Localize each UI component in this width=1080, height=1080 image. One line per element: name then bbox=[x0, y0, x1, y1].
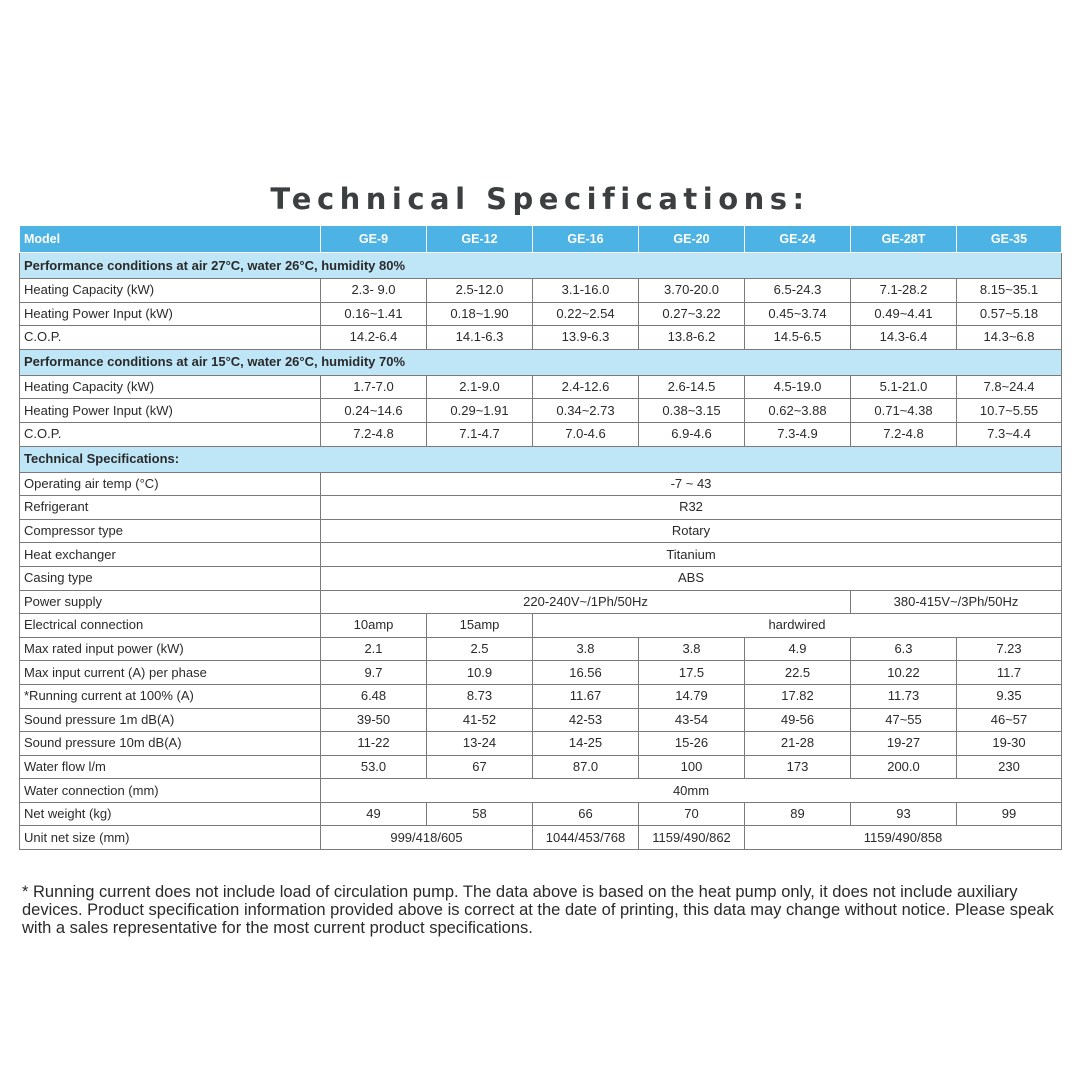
cell-value: hardwired bbox=[533, 614, 1062, 638]
cell-value: 49 bbox=[321, 802, 427, 826]
cell-value: 5.1-21.0 bbox=[851, 375, 957, 399]
cell-value: 7.0-4.6 bbox=[533, 422, 639, 446]
row-label: Compressor type bbox=[20, 519, 321, 543]
cell-value: 11-22 bbox=[321, 732, 427, 756]
cell-value: 87.0 bbox=[533, 755, 639, 779]
table-header-row bbox=[20, 226, 1062, 253]
cell-value: 40mm bbox=[321, 779, 1062, 803]
cell-value: 7.8~24.4 bbox=[957, 375, 1062, 399]
table-row bbox=[20, 399, 1062, 423]
cell-value: Titanium bbox=[321, 543, 1062, 567]
cell-value: 2.5-12.0 bbox=[427, 279, 533, 303]
cell-value: 0.38~3.15 bbox=[639, 399, 745, 423]
cell-value: 8.73 bbox=[427, 684, 533, 708]
cell-value: 15amp bbox=[427, 614, 533, 638]
cell-value: 99 bbox=[957, 802, 1062, 826]
model-header-ge16: GE-16 bbox=[533, 226, 639, 253]
cell-value: 0.16~1.41 bbox=[321, 302, 427, 326]
table-row bbox=[20, 590, 1062, 614]
model-header: Model bbox=[20, 226, 321, 253]
cell-value: 0.29~1.91 bbox=[427, 399, 533, 423]
row-label: Heat exchanger bbox=[20, 543, 321, 567]
cell-value: 9.7 bbox=[321, 661, 427, 685]
cell-value: 0.45~3.74 bbox=[745, 302, 851, 326]
cell-value: 11.73 bbox=[851, 684, 957, 708]
cell-value: 0.18~1.90 bbox=[427, 302, 533, 326]
cell-value: 14.5-6.5 bbox=[745, 326, 851, 350]
table-row bbox=[20, 326, 1062, 350]
table-row bbox=[20, 732, 1062, 756]
row-label: Net weight (kg) bbox=[20, 802, 321, 826]
row-label: Casing type bbox=[20, 566, 321, 590]
cell-value: 53.0 bbox=[321, 755, 427, 779]
cell-value: 230 bbox=[957, 755, 1062, 779]
cell-value: 7.23 bbox=[957, 637, 1062, 661]
cell-value: 6.48 bbox=[321, 684, 427, 708]
cell-value: 10.7~5.55 bbox=[957, 399, 1062, 423]
table-row bbox=[20, 375, 1062, 399]
cell-value: 8.15~35.1 bbox=[957, 279, 1062, 303]
table-row bbox=[20, 661, 1062, 685]
table-row bbox=[20, 543, 1062, 567]
cell-value: 13.9-6.3 bbox=[533, 326, 639, 350]
cell-value: 4.5-19.0 bbox=[745, 375, 851, 399]
cell-value: 70 bbox=[639, 802, 745, 826]
cell-value: 14.2-6.4 bbox=[321, 326, 427, 350]
table-row bbox=[20, 708, 1062, 732]
cell-value: 10amp bbox=[321, 614, 427, 638]
cell-value: 93 bbox=[851, 802, 957, 826]
model-header-ge35: GE-35 bbox=[957, 226, 1062, 253]
cell-value: 41-52 bbox=[427, 708, 533, 732]
row-label: Electrical connection bbox=[20, 614, 321, 638]
table-row bbox=[20, 802, 1062, 826]
cell-value: 2.6-14.5 bbox=[639, 375, 745, 399]
cell-value: 7.2-4.8 bbox=[851, 422, 957, 446]
table-row bbox=[20, 779, 1062, 803]
cell-value: 6.5-24.3 bbox=[745, 279, 851, 303]
cell-value: 0.27~3.22 bbox=[639, 302, 745, 326]
cell-value: 67 bbox=[427, 755, 533, 779]
table-row bbox=[20, 279, 1062, 303]
cell-value: 3.1-16.0 bbox=[533, 279, 639, 303]
cell-value: 4.9 bbox=[745, 637, 851, 661]
cell-value: 0.57~5.18 bbox=[957, 302, 1062, 326]
cell-value: 15-26 bbox=[639, 732, 745, 756]
row-label: Water connection (mm) bbox=[20, 779, 321, 803]
section-row bbox=[20, 446, 1062, 472]
cell-value: 0.22~2.54 bbox=[533, 302, 639, 326]
cell-value: 11.67 bbox=[533, 684, 639, 708]
cell-value: 2.1-9.0 bbox=[427, 375, 533, 399]
table-row bbox=[20, 566, 1062, 590]
row-label: Sound pressure 1m dB(A) bbox=[20, 708, 321, 732]
section-title-tech: Technical Specifications: bbox=[20, 446, 1062, 472]
section-row bbox=[20, 253, 1062, 279]
cell-value: 2.1 bbox=[321, 637, 427, 661]
cell-value: 19-27 bbox=[851, 732, 957, 756]
cell-value: -7 ~ 43 bbox=[321, 472, 1062, 496]
table-row bbox=[20, 684, 1062, 708]
row-label: Water flow l/m bbox=[20, 755, 321, 779]
table-row bbox=[20, 637, 1062, 661]
cell-value: 220-240V~/1Ph/50Hz bbox=[321, 590, 851, 614]
cell-value: 9.35 bbox=[957, 684, 1062, 708]
cell-value: 58 bbox=[427, 802, 533, 826]
cell-value: 100 bbox=[639, 755, 745, 779]
cell-value: 16.56 bbox=[533, 661, 639, 685]
cell-value: 47~55 bbox=[851, 708, 957, 732]
row-label: C.O.P. bbox=[20, 326, 321, 350]
cell-value: 11.7 bbox=[957, 661, 1062, 685]
cell-value: 0.34~2.73 bbox=[533, 399, 639, 423]
row-label: C.O.P. bbox=[20, 422, 321, 446]
cell-value: 66 bbox=[533, 802, 639, 826]
cell-value: 6.9-4.6 bbox=[639, 422, 745, 446]
cell-value: 1159/490/858 bbox=[745, 826, 1062, 850]
cell-value: 46~57 bbox=[957, 708, 1062, 732]
cell-value: 2.4-12.6 bbox=[533, 375, 639, 399]
row-label: Operating air temp (°C) bbox=[20, 472, 321, 496]
cell-value: 7.3~4.4 bbox=[957, 422, 1062, 446]
row-label: Heating Capacity (kW) bbox=[20, 279, 321, 303]
cell-value: 13.8-6.2 bbox=[639, 326, 745, 350]
cell-value: 43-54 bbox=[639, 708, 745, 732]
cell-value: 13-24 bbox=[427, 732, 533, 756]
cell-value: 6.3 bbox=[851, 637, 957, 661]
cell-value: 19-30 bbox=[957, 732, 1062, 756]
cell-value: 380-415V~/3Ph/50Hz bbox=[851, 590, 1062, 614]
cell-value: 3.70-20.0 bbox=[639, 279, 745, 303]
cell-value: 14-25 bbox=[533, 732, 639, 756]
cell-value: 17.82 bbox=[745, 684, 851, 708]
cell-value: 173 bbox=[745, 755, 851, 779]
row-label: Power supply bbox=[20, 590, 321, 614]
row-label: *Running current at 100% (A) bbox=[20, 684, 321, 708]
row-label: Max input current (A) per phase bbox=[20, 661, 321, 685]
cell-value: 0.24~14.6 bbox=[321, 399, 427, 423]
row-label: Sound pressure 10m dB(A) bbox=[20, 732, 321, 756]
cell-value: 49-56 bbox=[745, 708, 851, 732]
cell-value: 7.3-4.9 bbox=[745, 422, 851, 446]
table-row bbox=[20, 519, 1062, 543]
cell-value: 0.49~4.41 bbox=[851, 302, 957, 326]
cell-value: 42-53 bbox=[533, 708, 639, 732]
cell-value: 7.1-28.2 bbox=[851, 279, 957, 303]
cell-value: 2.5 bbox=[427, 637, 533, 661]
row-label: Max rated input power (kW) bbox=[20, 637, 321, 661]
cell-value: 7.1-4.7 bbox=[427, 422, 533, 446]
model-header-ge9: GE-9 bbox=[321, 226, 427, 253]
cell-value: 7.2-4.8 bbox=[321, 422, 427, 446]
section-title-27c: Performance conditions at air 27°C, water 26°C, humidity 80% bbox=[20, 253, 1062, 279]
cell-value: 1044/453/768 bbox=[533, 826, 639, 850]
cell-value: Rotary bbox=[321, 519, 1062, 543]
footnote: * Running current does not include load of circulation pump. The data above is based on the heat pump only, it does not include auxiliary devices. Product specification information provided above is correct at the date of printing, this data may change without notice. Please speak with a sales representative for the most current product specifications. bbox=[22, 883, 1054, 937]
cell-value: 3.8 bbox=[533, 637, 639, 661]
cell-value: 39-50 bbox=[321, 708, 427, 732]
cell-value: 2.3- 9.0 bbox=[321, 279, 427, 303]
cell-value: ABS bbox=[321, 566, 1062, 590]
cell-value: 0.62~3.88 bbox=[745, 399, 851, 423]
table-row bbox=[20, 496, 1062, 520]
table-row bbox=[20, 826, 1062, 850]
cell-value: 17.5 bbox=[639, 661, 745, 685]
cell-value: 0.71~4.38 bbox=[851, 399, 957, 423]
cell-value: 21-28 bbox=[745, 732, 851, 756]
model-header-ge20: GE-20 bbox=[639, 226, 745, 253]
row-label: Unit net size (mm) bbox=[20, 826, 321, 850]
cell-value: 1.7-7.0 bbox=[321, 375, 427, 399]
section-row bbox=[20, 349, 1062, 375]
cell-value: 14.3-6.4 bbox=[851, 326, 957, 350]
section-title-15c: Performance conditions at air 15°C, water 26°C, humidity 70% bbox=[20, 349, 1062, 375]
table-row bbox=[20, 302, 1062, 326]
row-label: Heating Power Input (kW) bbox=[20, 399, 321, 423]
table-row bbox=[20, 614, 1062, 638]
table-row bbox=[20, 755, 1062, 779]
cell-value: 14.79 bbox=[639, 684, 745, 708]
model-header-ge28t: GE-28T bbox=[851, 226, 957, 253]
cell-value: 10.22 bbox=[851, 661, 957, 685]
cell-value: 22.5 bbox=[745, 661, 851, 685]
table-row bbox=[20, 472, 1062, 496]
page-title: Technical Specifications: bbox=[270, 182, 810, 216]
cell-value: 14.3~6.8 bbox=[957, 326, 1062, 350]
model-header-ge12: GE-12 bbox=[427, 226, 533, 253]
model-header-ge24: GE-24 bbox=[745, 226, 851, 253]
cell-value: 14.1-6.3 bbox=[427, 326, 533, 350]
cell-value: 10.9 bbox=[427, 661, 533, 685]
cell-value: 999/418/605 bbox=[321, 826, 533, 850]
cell-value: R32 bbox=[321, 496, 1062, 520]
row-label: Heating Capacity (kW) bbox=[20, 375, 321, 399]
cell-value: 200.0 bbox=[851, 755, 957, 779]
cell-value: 3.8 bbox=[639, 637, 745, 661]
spec-table bbox=[19, 225, 1062, 850]
row-label: Refrigerant bbox=[20, 496, 321, 520]
row-label: Heating Power Input (kW) bbox=[20, 302, 321, 326]
cell-value: 89 bbox=[745, 802, 851, 826]
table-row bbox=[20, 422, 1062, 446]
cell-value: 1159/490/862 bbox=[639, 826, 745, 850]
